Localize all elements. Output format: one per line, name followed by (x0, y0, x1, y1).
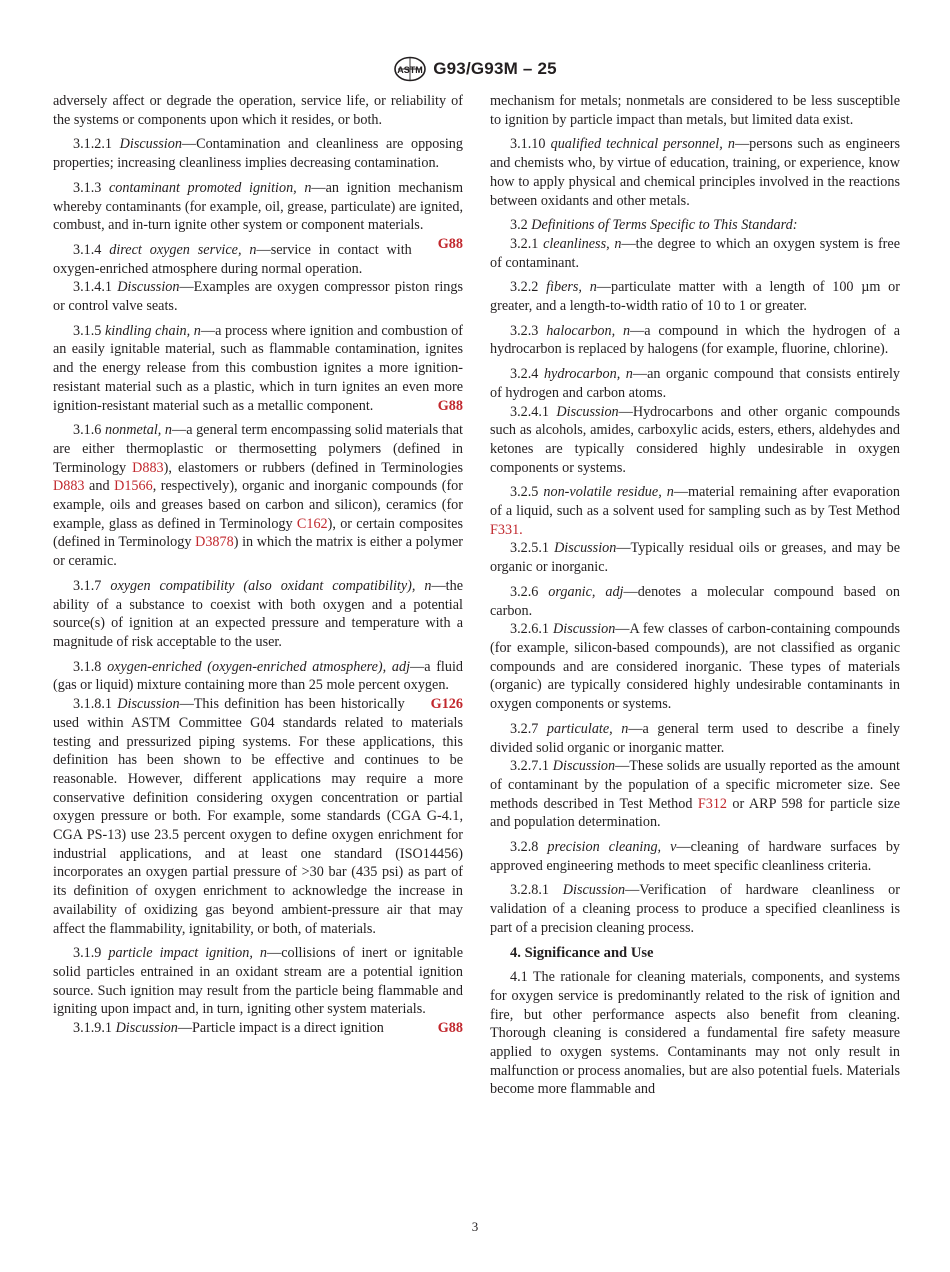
paragraph-3-2-7-1: 3.2.7.1 Discussion—These solids are usually reported as the amount of contaminant by the population of a specific micrometer size. See methods described in Test Method F312 or ARP 598 for particle size and population determination. (490, 758, 900, 831)
paragraph-3-2-3: 3.2.3 halocarbon, n—a compound in which the hydrogen of a hydrocarbon is replaced by halogens (for example, fluorine, chlorine). (490, 322, 900, 358)
page-header (0, 56, 950, 82)
paragraph: adversely affect or degrade the operation, service life, or reliability of the systems or components upon which it resides, or both. (53, 93, 463, 128)
paragraph-3-1-8: 3.1.8 oxygen-enriched (oxygen-enriched atmosphere), adj—a fluid (gas or liquid) mixture containing more than 25 mole percent oxygen. G126 (53, 658, 464, 713)
paragraph-3-2-4-1: 3.2.4.1 Discussion—Hydrocarbons and other organic compounds such as alcohols, amides, carboxylic acids, esters, ethers, aldehydes and ketones are typically considered highly undesirable in oxygen components or systems. (490, 403, 900, 476)
left-column (53, 92, 463, 1044)
paragraph-3-1-9-1: 3.1.9.1 Discussion—Particle impact is a direct ignition (73, 1020, 384, 1037)
paragraph: mechanism for metals; nonmetals are considered to be less susceptible to ignition by particle impact than metals, but limited data exist. (490, 93, 900, 128)
reference-link[interactable]: D1566 (114, 478, 153, 495)
reference-link[interactable]: G88 (437, 397, 463, 414)
logo-text: ASTM (397, 65, 423, 75)
reference-link[interactable]: G88 (437, 1020, 463, 1037)
reference-link[interactable]: F331. (490, 521, 523, 538)
paragraph-3-2-6-1: 3.2.6.1 Discussion—A few classes of carbon-containing compounds (for example, silicon-based compounds), are not classified as organic compounds and are considered inorganic. These types of materials (organic) are typically considered highly undesirable contaminants in oxygen components or systems. (490, 621, 901, 713)
paragraph-3-1-10: 3.1.10 qualified technical personnel, n—persons such as engineers and chemists who, by virtue of education, training, or experience, know how to apply physical and chemical principles involved in the reactions between oxidants and other metals. (490, 136, 901, 209)
reference-link[interactable]: G126 (430, 696, 463, 713)
reference-link[interactable]: D883 (132, 459, 164, 476)
standard-designation: G93/G93M – 25 (433, 59, 557, 78)
page-number: 3 (471, 1219, 479, 1234)
paragraph-3-2-8: 3.2.8 precision cleaning, v—cleaning of hardware surfaces by approved engineering methods to meet specific cleanliness criteria. (490, 839, 901, 874)
paragraph-3-1-6: 3.1.6 nonmetal, n—a general term encompassing solid materials that are either thermoplastic or thermosetting polymers (defined in Terminology D883), elastomers or rubbers (defined in Terminologies D883 and D1566, respectively), organic and inorganic compounds (for example, oils and greases based on carbon and silicon), ceramics (for example, glass as defined in Terminology C162), or certain composites (defined in Terminology D3878) in which the matrix is either a polymer or ceramic. (53, 422, 463, 570)
paragraph-4-1: 4.1 The rationale for cleaning materials, components, and systems for oxygen service is predominantly related to the risk of ignition and fire, but other performance aspects also benefit from cleaning. Thorough cleaning is considered a fundamental fire safety measure applied to oxygen systems. Contaminants may not only result in malfunction or process anomalies, but are also potential fuels. Materials become more flammable and (490, 969, 900, 1098)
paragraph-3-1-5: 3.1.5 kindling chain, n—a process where ignition and combustion of an easily ignitable material, such as flammable contamination, ignites and the energy release from this combustion ignites a more ignition-resistant material such as a plastic, which in turn ignites an even more ignition-resistant material such as a metallic component. G88 (53, 322, 463, 414)
paragraph-3-1-7: 3.1.7 oxygen compatibility (also oxidant compatibility), n—the ability of a substance to coexist with both oxygen and a potential source(s) of ignition at an expected pressure and temperature with a magnitude of risk acceptable to the user. (53, 577, 463, 650)
paragraph-3-1-9: 3.1.9 particle impact ignition, n—collisions of inert or ignitable solid particles entrained in an oxidant stream are a potential ignition source. Such ignition may result from the particle being flammable and igniting upon impact and, in turn, igniting other system materials. G88 (53, 945, 464, 1037)
section-4-heading: 4. Significance and Use (510, 944, 654, 961)
paragraph-3-2-4: 3.2.4 hydrocarbon, n—an organic compound that consists entirely of hydrogen and carbon atoms. (490, 366, 900, 401)
paragraph-3-2-2: 3.2.2 fibers, n—particulate matter with a length of 100 µm or greater, and a length-to-width ratio of 10 to 1 or greater. (490, 279, 900, 315)
subsection-3-2-heading: 3.2 Definitions of Terms Specific to This Standard: (510, 217, 798, 234)
paragraph-3-1-8-1: 3.1.8.1 Discussion—This definition has been historically used within ASTM Committee G04 standards related to materials testing and pressurized piping systems. For these applications, this definition has been shown to be effective and continues to be reasonable. However, different applications may require a more conservative definition considering oxygen concentration or partial oxygen pressure or both. For example, some standards (CGA G-4.1, CGA PS-13) use 23.5 percent oxygen to define oxygen enrichment for industrial applications, and at least one standard (ISO14456) incorporates an oxygen partial pressure of >30 bar (435 psi) as part of its definition of oxygen enrichment to acknowledge the increase in availability of oxidizing gas beyond ambient-pressure air that may affect the flammability, ignitability, or both, of materials. (53, 696, 463, 937)
reference-link[interactable]: D3878 (195, 534, 234, 551)
paragraph-3-2-5-1: 3.2.5.1 Discussion—Typically residual oils or greases, and may be organic or inorganic. (490, 540, 900, 576)
paragraph-3-1-4: 3.1.4 direct oxygen service, n—service in contact with oxygen-enriched atmosphere during normal operation. (53, 241, 412, 277)
paragraph-3-2-1: 3.2.1 cleanliness, n—the degree to which an oxygen system is free of contaminant. (490, 235, 901, 271)
right-column (490, 92, 900, 1105)
reference-link[interactable]: G88 (437, 235, 463, 252)
paragraph-3-2-8-1: 3.2.8.1 Discussion—Verification of hardware cleanliness or validation of a cleaning process to produce a specified cleanliness is part of a precision cleaning process. (490, 882, 900, 936)
paragraph-3-2-7: 3.2.7 particulate, n—a general term used to describe a finely divided solid organic or inorganic matter. (490, 720, 900, 756)
paragraph-3-2-5: 3.2.5 non-volatile residue, n—material remaining after evaporation of a liquid, such as a solvent used for sampling such as by Test Method F331. (490, 484, 901, 538)
paragraph-3-2-6: 3.2.6 organic, adj—denotes a molecular compound based on carbon. (490, 583, 900, 619)
paragraph-3-1-4-1: 3.1.4.1 Discussion—Examples are oxygen compressor piston rings or control valve seats. (53, 279, 463, 315)
reference-link[interactable]: C162 (296, 515, 328, 532)
astm-logo-icon (393, 56, 427, 82)
paragraph-3-1-3: 3.1.3 contaminant promoted ignition, n—an ignition mechanism whereby contaminants (for example, oil, grease, particulate) are ignited, combust, and in-turn ignite other system or component materials. G88 (53, 179, 463, 252)
paragraph-3-1-2-1: 3.1.2.1 Discussion—Contamination and cleanliness are opposing properties; increasing cleanliness implies decreasing contamination. (53, 136, 463, 172)
reference-link[interactable]: D883 (53, 478, 85, 495)
reference-link[interactable]: F312 (697, 795, 728, 812)
